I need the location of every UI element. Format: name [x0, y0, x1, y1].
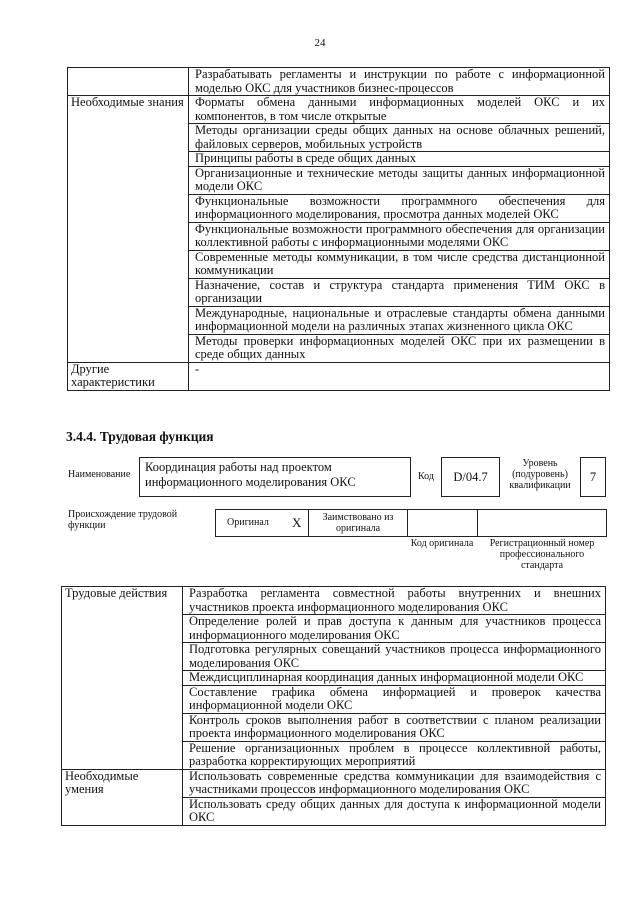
origin-box	[215, 509, 607, 537]
origin-divider-3	[477, 510, 478, 536]
row-item: Организационные и технические методы защиты данных информационной модели ОКС	[189, 166, 610, 194]
table-row	[62, 587, 606, 615]
row-item: Назначение, состав и структура стандарта применения ТИМ ОКС в организации	[189, 278, 610, 306]
actions-table-body	[62, 587, 606, 826]
row-label: Трудовые действия	[62, 587, 183, 770]
row-item: Современные методы коммуникации, в том числе средства дистанционной коммуникации	[189, 250, 610, 278]
row-item: Разработка регламента совместной работы внутренних и внешних участников проекта информационного моделирования ОКС	[183, 587, 606, 615]
knowledge-table-body	[68, 68, 610, 391]
row-item: Междисциплинарная координация данных информационной модели ОКС	[183, 671, 606, 686]
row-label: Необходимые умения	[62, 769, 183, 825]
origin-divider-2	[407, 510, 408, 536]
origin-label: Происхождение трудовой функции	[68, 509, 178, 531]
row-item: Принципы работы в среде общих данных	[189, 152, 610, 167]
row-label: Другие характеристики	[68, 362, 189, 390]
name-label: Наименование	[68, 469, 131, 480]
code-value: D/04.7	[441, 457, 500, 497]
row-item: Определение ролей и прав доступа к данным для участников процесса информационного моделирования ОКС	[183, 615, 606, 643]
row-item: -	[189, 362, 610, 390]
row-item: Функциональные возможности программного обеспечения для организации коллективной работы с информационными моделями ОКС	[189, 222, 610, 250]
row-item: Использовать современные средства коммуникации для взаимодействия с участниками процессов информационного моделирования ОКС	[183, 769, 606, 797]
level-value: 7	[580, 457, 606, 497]
row-item: Подготовка регулярных совещаний участников процесса информационного моделирования ОКС	[183, 643, 606, 671]
row-label: Необходимые знания	[68, 96, 189, 363]
code-label: Код	[418, 471, 434, 482]
actions-table	[61, 586, 606, 826]
row-item: Использовать среду общих данных для доступа к информационной модели ОКС	[183, 797, 606, 825]
section-title: 3.4.4. Трудовая функция	[66, 429, 214, 444]
code-caption: Код оригинала	[410, 538, 474, 549]
name-box	[139, 457, 411, 497]
table-row	[68, 96, 610, 124]
reg-caption: Регистрационный номер профессионального стандарта	[489, 538, 595, 571]
table-row	[68, 68, 610, 96]
row-item: Методы организации среды общих данных на основе облачных решений, файловых серверов, мобильных устройств	[189, 124, 610, 152]
row-item: Методы проверки информационных моделей ОКС при их размещении в среде общих данных	[189, 334, 610, 362]
row-item: Составление графика обмена информацией и проверок качества информационной модели ОКС	[183, 685, 606, 713]
table-row	[68, 362, 610, 390]
original-label: Оригинал	[227, 517, 269, 528]
function-name: Координация работы над проектом информационного моделирования ОКС	[145, 460, 356, 489]
row-item: Форматы обмена данными информационных моделей ОКС и их компонентов, в том числе открытые	[189, 96, 610, 124]
original-mark: X	[292, 515, 302, 530]
table-row	[62, 769, 606, 797]
row-item: Контроль сроков выполнения работ в соответствии с планом реализации проекта информационного моделирования ОКС	[183, 713, 606, 741]
level-label: Уровень (подуровень) квалификации	[509, 458, 571, 491]
page-number: 24	[314, 37, 326, 49]
borrowed-label: Заимствовано из оригинала	[322, 512, 394, 534]
knowledge-table	[67, 67, 610, 391]
row-item: Решение организационных проблем в процессе коллективной работы, разработка корректирующих мероприятий	[183, 741, 606, 769]
row-label	[68, 68, 189, 96]
row-item: Разрабатывать регламенты и инструкции по работе с информационной моделью ОКС для участников бизнес-процессов	[189, 68, 610, 96]
row-item: Функциональные возможности программного обеспечения для информационного моделирования, просмотра данных моделей ОКС	[189, 194, 610, 222]
row-item: Международные, национальные и отраслевые стандарты обмена данными информационной модели на различных этапах жизненного цикла ОКС	[189, 306, 610, 334]
